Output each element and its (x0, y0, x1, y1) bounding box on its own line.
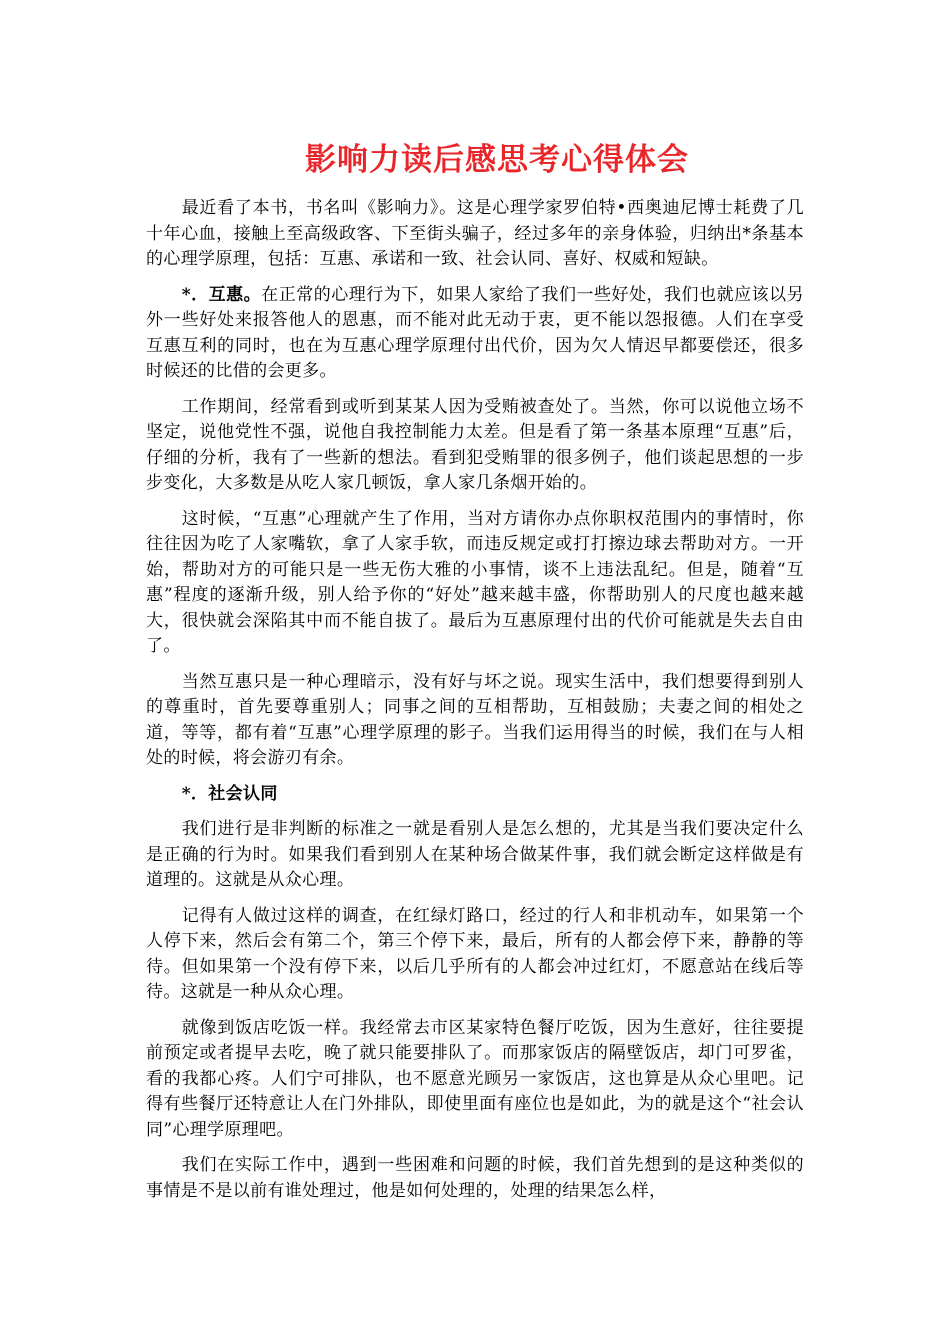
reciprocity-paragraph (146, 283, 804, 385)
reciprocity-summary-paragraph: 当然互惠只是一种心理暗示，没有好与坏之说。现实生活中，我们想要得到别人的尊重时，首先要尊重别人；同事之间的互相帮助，互相鼓励；夫妻之间的相处之道，等等，都有着“互惠”心理学原理的影子。当我们运用得当的时候，我们在与人相处的时候，将会游刃有余。 (146, 671, 804, 768)
traffic-light-paragraph: 记得有人做过这样的调查，在红绿灯路口，经过的行人和非机动车，如果第一个人停下来，然后会有第二个，第三个停下来，最后，所有的人都会停下来，静静的等待。但如果第一个没有停下来，以后几乎所有的人都会冲过红灯，不愿意站在线后等待。这就是一种从众心理。 (146, 905, 804, 1002)
restaurant-paragraph: 就像到饭店吃饭一样。我经常去市区某家特色餐厅吃饭，因为生意好，往往要提前预定或者提早去吃，晚了就只能要排队了。而那家饭店的隔壁饭店，却门可罗雀，看的我都心疼。人们宁可排队，也不愿意光顾另一家饭店，这也算是从众心里吧。记得有些餐厅还特意让人在门外排队，即使里面有座位也是如此，为的就是这个“社会认同”心理学原理吧。 (146, 1017, 804, 1140)
social-proof-paragraph: 我们进行是非判断的标准之一就是看别人是怎么想的，尤其是当我们要决定什么是正确的行为时。如果我们看到别人在某种场合做某件事，我们就会断定这样做是有道理的。这就是从众心理。 (146, 819, 804, 890)
reciprocity-text: 在正常的心理行为下，如果人家给了我们一些好处，我们也就应该以另外一些好处来报答他人的恩惠，而不能对此无动于衷，更不能以怨报德。人们在享受互惠互利的同时，也在为互惠心理学原理付出代价，因为欠人情迟早都要偿还，很多时候还的比借的会更多。 (146, 284, 805, 381)
social-proof-heading: *．社会认同 (181, 783, 278, 804)
reciprocity-lead: *．互惠。 (181, 284, 262, 305)
bribery-paragraph: 工作期间，经常看到或听到某某人因为受贿被查处了。当然，你可以说他立场不坚定，说他党性不强，说他自我控制能力太差。但是看了第一条基本原理“互惠”后，仔细的分析，我有了一些新的想法。看到犯受贿罪的很多例子，他们谈起思想的一步步变化，大多数是从吃人家几顿饭，拿人家几条烟开始的。 (146, 396, 804, 493)
reciprocity-effect-paragraph: 这时候，“互惠”心理就产生了作用，当对方请你办点你职权范围内的事情时，你往往因为吃了人家嘴软，拿了人家手软，而违反规定或打打擦边球去帮助对方。一开始，帮助对方的可能只是一些无伤大雅的小事情，谈不上违法乱纪。但是，随着“互惠”程度的逐渐升级，别人给予你的“好处”越来越丰盛，你帮助别人的尺度也越来越大，很快就会深陷其中而不能自拔了。最后为互惠原理付出的代价可能就是失去自由了。 (146, 508, 804, 656)
intro-paragraph: 最近看了本书，书名叫《影响力》。这是心理学家罗伯特•西奥迪尼博士耗费了几十年心血，接触上至高级政客、下至街头骗子，经过多年的亲身体验，归纳出*条基本的心理学原理，包括：互惠、承诺和一致、社会认同、喜好、权威和短缺。 (146, 198, 804, 269)
work-paragraph: 我们在实际工作中，遇到一些困难和问题的时候，我们首先想到的是这种类似的事情是不是以前有谁处理过，他是如何处理的，处理的结果怎么样， (146, 1155, 804, 1201)
document-title: 影响力读后感思考心得体会 (305, 142, 689, 178)
